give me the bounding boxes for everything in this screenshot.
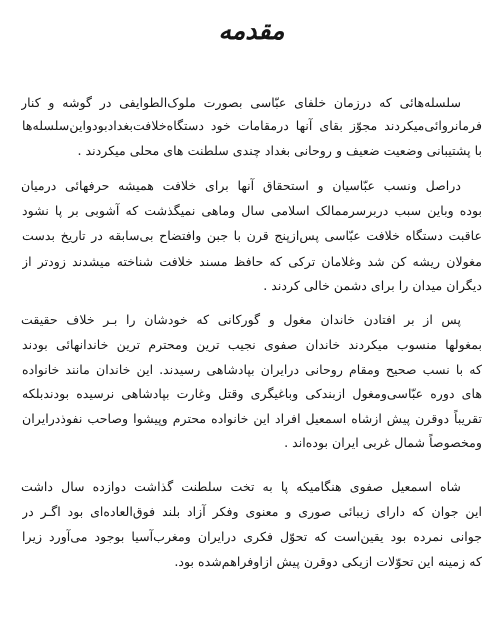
text-line: ومخصوصاً شمال غربی ایران بوده‌اند .: [284, 435, 482, 450]
text-line: بمغولها منسوب میکردند خاندان صفوی نجیب ترین ومحترم ترین خاندانهائی بودند: [22, 337, 482, 352]
text-line: عاقبت دستگاه خلافت عبّاسی پس‌ازپنج قرن با جبن وافتضاح بی‌سابقه در تاریخ بدست: [22, 228, 482, 243]
text-line: سلسله‌هائی که درزمان خلفای عبّاسی بصورت ملوک‌الطوایفی در گوشه و کنار: [21, 95, 461, 110]
text-line: این جوان که دارای زیبائی صوری و معنوی وفکر آزاد بلند فوق‌العاده‌ای بود اگـر در: [22, 504, 482, 519]
text-line: پس از بر افتادن خاندان مغول و گورکانی که خودشان را بـر خلاف حقیقت: [21, 312, 461, 327]
text-line: که با نسب صحیح ومقام روحانی درایران بپادشاهی رسیدند. این خاندان مانند خانواده: [22, 362, 482, 377]
text-line: های دوره عبّاسی‌ومغول ازبندکی وباغیگری وقتل وغارت بپادشاهی نرسیده بودندبلکه: [22, 386, 482, 401]
text-line: بوده وباین سبب دربرسرممالک اسلامی سال وماهی نمیگذشت که آشوبی بر پا نشود: [22, 203, 482, 218]
text-line: دیگران میدان را برای دشمن خالی کردند .: [263, 278, 482, 293]
text-line: فرمانروائی‌میکردند مجوّز بقای آنها درمقامات خود دستگاه‌خلافت‌بغدادبودواین‌سلسله‌ها: [22, 118, 482, 133]
text-line: دراصل ونسب عبّاسیان و استحقاق آنها برای خلافت همیشه حرفهائی درمیان: [21, 178, 461, 193]
page-title: مقدمه: [218, 16, 285, 45]
text-line: شاه اسمعیل صفوی هنگامیکه پا به تخت سلطنت گذاشت دوازده سال داشت: [21, 479, 461, 494]
text-line: تقریباً دوقرن پیش ازشاه اسمعیل افراد این خانواده محترم وپیشوا وصاحب نفوذدرایران: [22, 411, 482, 426]
text-line: مغولان ریشه کن شد وغلامان ترکی که حافظ مسند خلافت شناخته میشدند زودتر از: [22, 254, 482, 269]
text-line: با پشتیبانی وضعیت ضعیف و روحانی بغداد چندی سلطنت های محلی میکردند .: [77, 143, 482, 158]
text-line: که زمینه این تحوّلات ازیکی دوقرن پیش ازاوفراهم‌شده بود.: [174, 554, 482, 569]
text-line: جوانی نمرده بود یقین‌است که تحوّل فکری درایران ومغرب‌آسیا بوجود می‌آورد زیرا: [22, 529, 482, 544]
